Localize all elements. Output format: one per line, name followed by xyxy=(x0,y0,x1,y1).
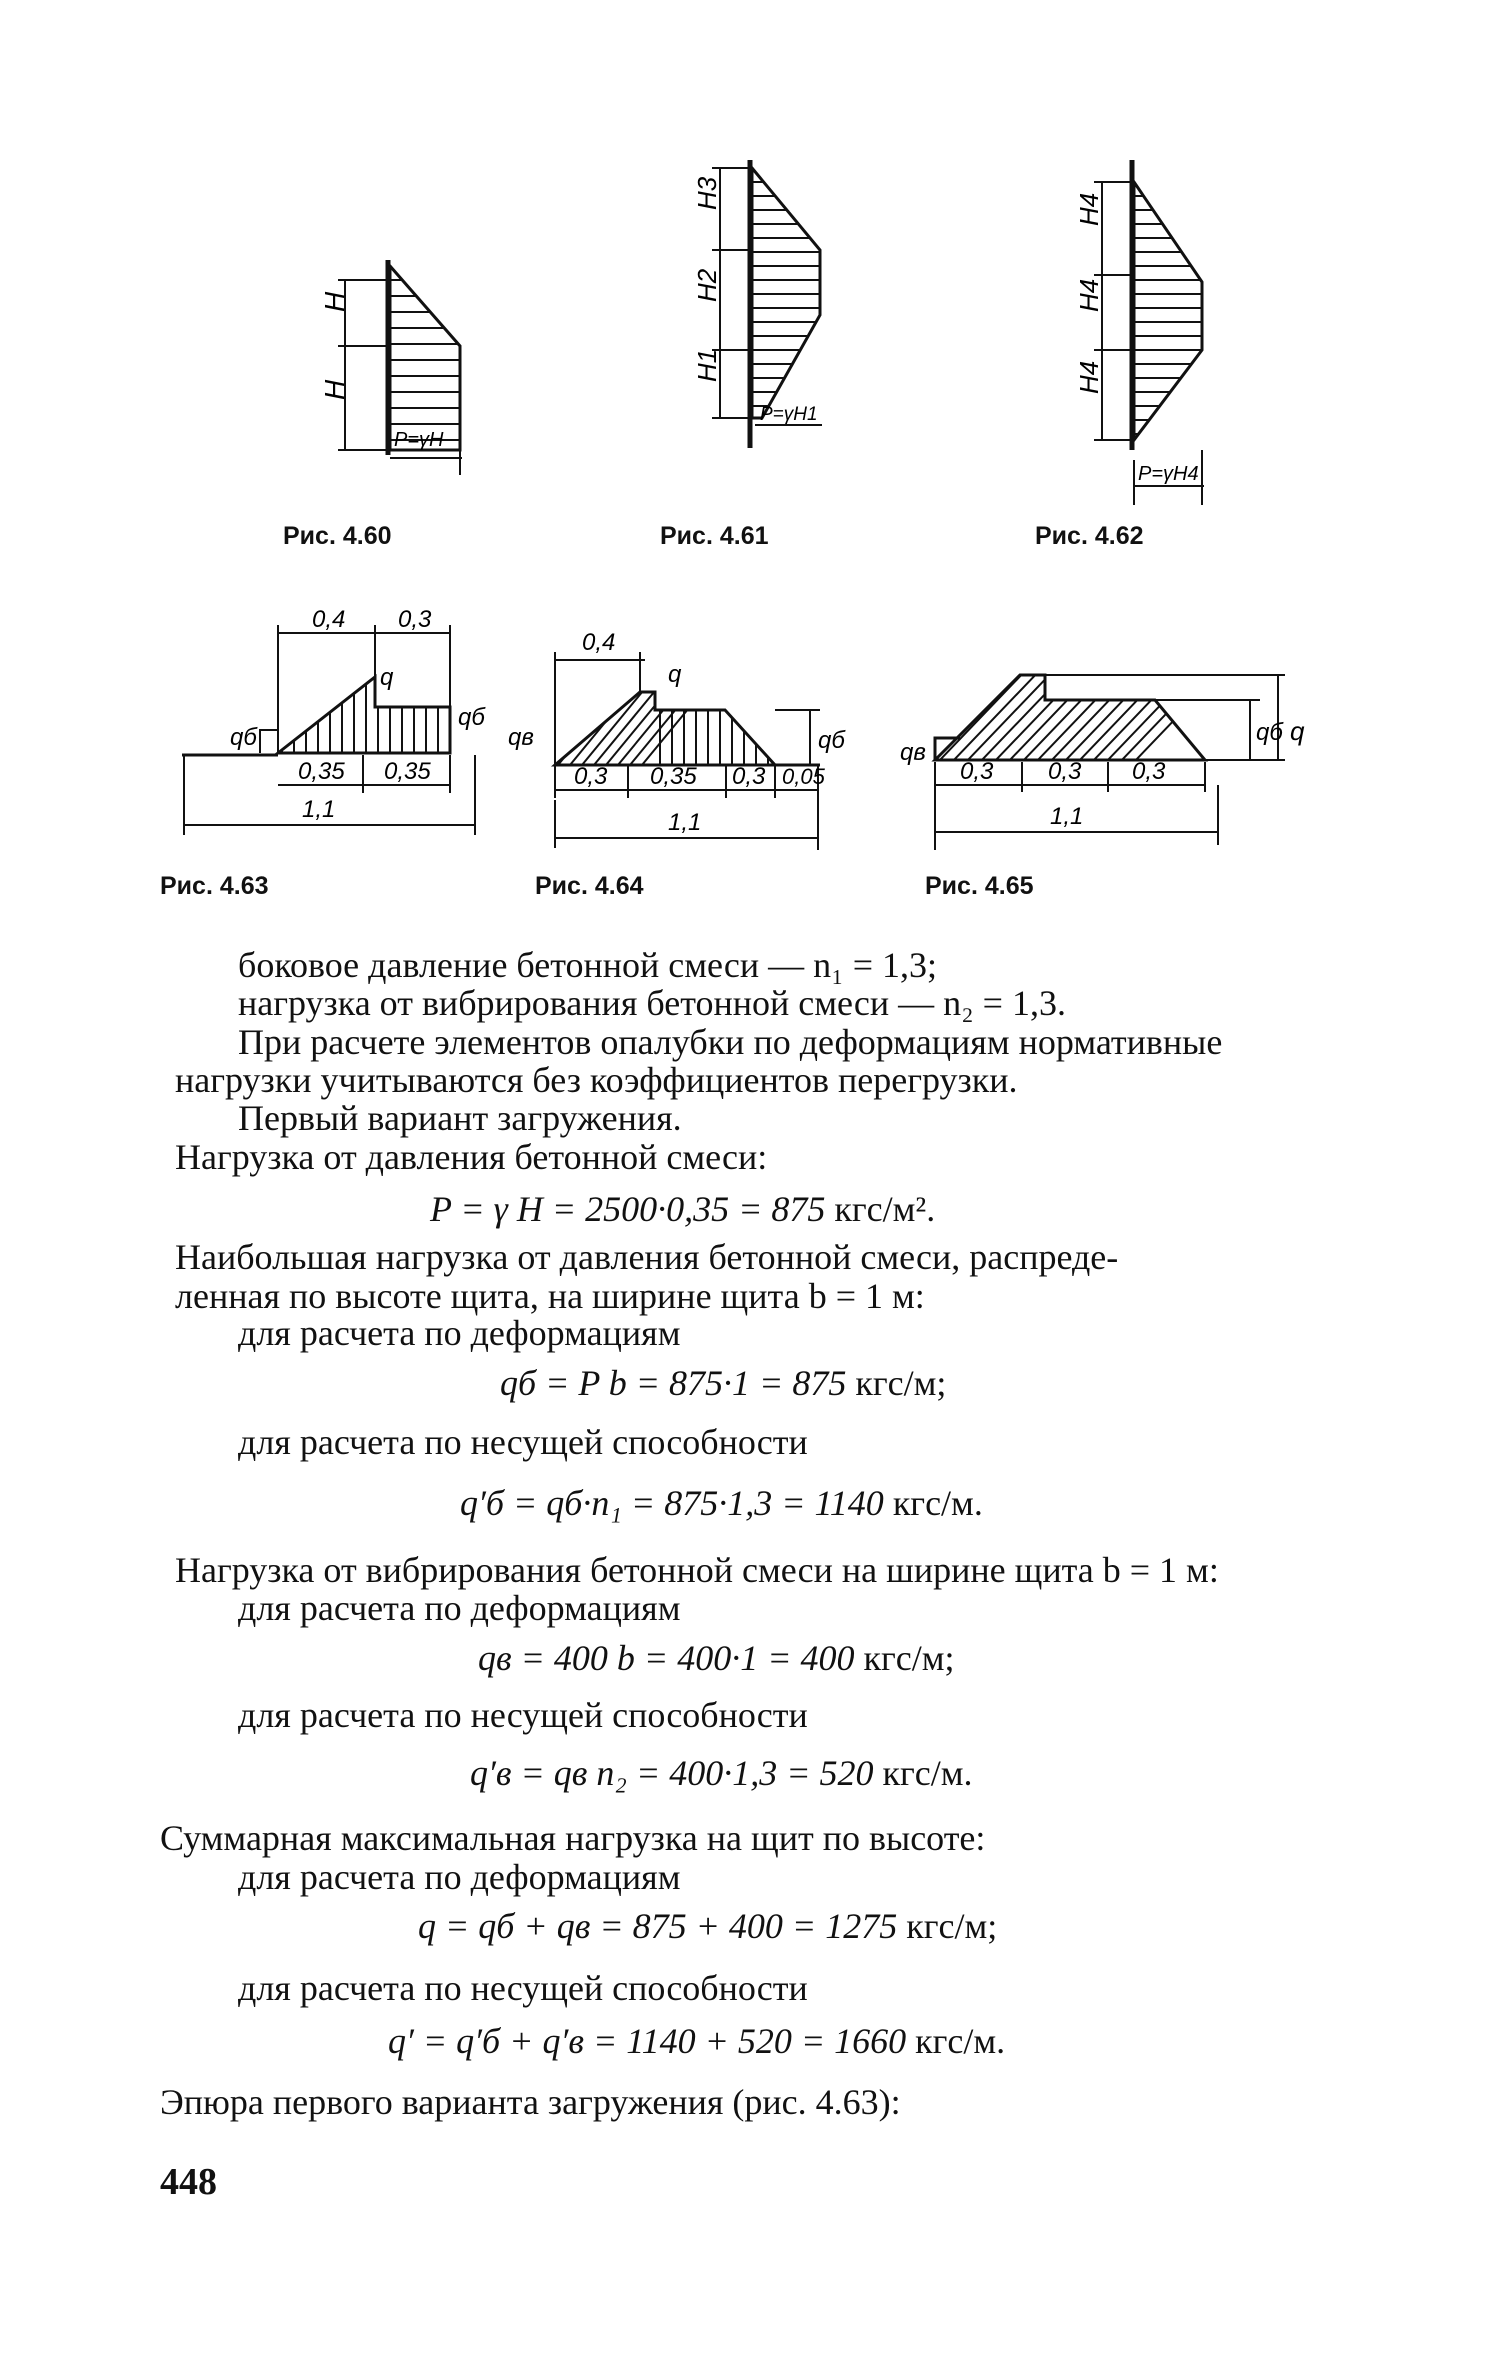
fig63-label-q: q xyxy=(380,664,394,691)
page-number: 448 xyxy=(160,2161,217,2203)
text-line: ленная по высоте щита, на ширине щита b = 1 м: xyxy=(175,1276,925,1316)
equation-6-body: q = qб + qв = 875 + 400 = 1275 xyxy=(418,1906,898,1946)
figure-4-63 xyxy=(170,605,490,845)
text-line: Нагрузка от давления бетонной смеси: xyxy=(175,1137,768,1177)
text-line: боковое давление бетонной смеси — n₁ = 1,3; xyxy=(238,945,938,985)
equation-5-body: q′в = qв n₂ = 400·1,3 = 520 xyxy=(470,1753,874,1793)
fig64-dim-1-1: 1,1 xyxy=(668,809,702,836)
figure-4-62 xyxy=(1040,150,1240,520)
fig64-dim-0-4: 0,4 xyxy=(582,629,616,656)
text-line: Эпюра первого варианта загружения (рис. 4.63): xyxy=(160,2082,901,2122)
caption-4-60: Рис. 4.60 xyxy=(283,522,392,550)
caption-4-65: Рис. 4.65 xyxy=(925,872,1034,900)
figure-4-64 xyxy=(500,620,860,860)
text-line: для расчета по деформациям xyxy=(238,1857,681,1897)
fig64-dim-0-05: 0,05 xyxy=(782,764,825,789)
equation-5 xyxy=(470,1752,973,1794)
equation-1-unit: кгс/м². xyxy=(834,1189,936,1229)
text-line: для расчета по несущей способности xyxy=(238,1422,808,1462)
fig61-label-h3: H3 xyxy=(692,176,722,210)
fig63-dim-0-3: 0,3 xyxy=(398,606,432,633)
figure-4-65 xyxy=(900,650,1340,850)
text-line: Первый вариант загружения. xyxy=(238,1098,682,1138)
fig60-label-h-upper: H xyxy=(319,291,350,312)
equation-5-unit: кгс/м. xyxy=(882,1753,973,1793)
fig64-dim-0-35: 0,35 xyxy=(650,763,697,790)
caption-4-62: Рис. 4.62 xyxy=(1035,522,1144,550)
fig65-dim-0-3-b: 0,3 xyxy=(1048,758,1082,785)
fig63-dim-0-4: 0,4 xyxy=(312,606,346,633)
text-line: для расчета по деформациям xyxy=(238,1588,681,1628)
text-line: нагрузки учитываются без коэффициентов перегрузки. xyxy=(175,1060,1018,1100)
equation-7-body: q′ = q′б + q′в = 1140 + 520 = 1660 xyxy=(388,2021,907,2061)
fig63-dim-0-35-left: 0,35 xyxy=(298,758,345,785)
text-line: Суммарная максимальная нагрузка на щит по высоте: xyxy=(160,1818,986,1858)
fig62-label-h4-top: H4 xyxy=(1074,192,1104,226)
equation-4-body: qв = 400 b = 400·1 = 400 xyxy=(478,1638,855,1678)
caption-4-63: Рис. 4.63 xyxy=(160,872,269,900)
equation-1-body: P = γ H = 2500·0,35 = 875 xyxy=(430,1189,826,1229)
fig63-label-qb-left: qб xyxy=(230,724,257,751)
fig61-label-p: P=γH1 xyxy=(760,404,818,425)
fig64-label-q: q xyxy=(668,661,682,688)
fig65-dim-0-3-a: 0,3 xyxy=(960,758,994,785)
text-line: Нагрузка от вибрирования бетонной смеси на ширине щита b = 1 м: xyxy=(175,1550,1219,1590)
fig65-label-q: q xyxy=(1290,716,1305,746)
equation-2-body: qб = P b = 875·1 = 875 xyxy=(500,1363,847,1403)
fig64-label-qv: qв xyxy=(508,724,534,751)
text-line: для расчета по несущей способности xyxy=(238,1968,808,2008)
fig60-label-p: P=γH xyxy=(394,429,444,451)
fig63-label-qb-right: qб xyxy=(458,704,485,731)
equation-7-unit: кгс/м. xyxy=(915,2021,1006,2061)
caption-4-61: Рис. 4.61 xyxy=(660,522,769,550)
fig65-dim-1-1: 1,1 xyxy=(1050,803,1084,830)
fig64-dim-0-3-left: 0,3 xyxy=(574,763,608,790)
caption-4-64: Рис. 4.64 xyxy=(535,872,644,900)
fig65-label-qb: qб xyxy=(1256,719,1283,746)
fig64-dim-0-3-right: 0,3 xyxy=(732,763,766,790)
fig65-dim-0-3-c: 0,3 xyxy=(1132,758,1166,785)
text-line: нагрузка от вибрирования бетонной смеси — n₂ = 1,3. xyxy=(238,983,1066,1023)
fig63-dim-1-1: 1,1 xyxy=(302,796,336,823)
text-line: Наибольшая нагрузка от давления бетонной смеси, распреде- xyxy=(175,1237,1119,1277)
equation-3-unit: кгс/м. xyxy=(892,1483,983,1523)
fig62-label-p: P=γH4 xyxy=(1138,463,1199,485)
fig64-label-qb: qб xyxy=(818,727,845,754)
figure-4-60 xyxy=(300,250,480,480)
equation-1 xyxy=(430,1188,935,1230)
equation-6 xyxy=(418,1905,997,1947)
equation-3 xyxy=(460,1482,983,1524)
fig61-label-h1: H1 xyxy=(692,348,722,382)
equation-6-unit: кгс/м; xyxy=(906,1906,998,1946)
fig61-label-h2: H2 xyxy=(692,268,722,302)
equation-7 xyxy=(388,2020,1005,2062)
figure-4-61 xyxy=(680,150,880,460)
fig65-label-qv: qв xyxy=(900,739,926,766)
equation-4 xyxy=(478,1637,955,1679)
fig62-label-h4-mid: H4 xyxy=(1074,278,1104,312)
text-line: для расчета по несущей способности xyxy=(238,1695,808,1735)
equation-4-unit: кгс/м; xyxy=(863,1638,955,1678)
fig63-dim-0-35-right: 0,35 xyxy=(384,758,431,785)
fig60-label-h-lower: H xyxy=(319,379,350,400)
equation-3-body: q′б = qб·n₁ = 875·1,3 = 1140 xyxy=(460,1483,884,1523)
fig62-label-h4-bottom: H4 xyxy=(1074,360,1104,394)
equation-2-unit: кгс/м; xyxy=(855,1363,947,1403)
text-line: При расчете элементов опалубки по деформациям нормативные xyxy=(238,1022,1223,1062)
equation-2 xyxy=(500,1362,946,1404)
text-line: для расчета по деформациям xyxy=(238,1313,681,1353)
